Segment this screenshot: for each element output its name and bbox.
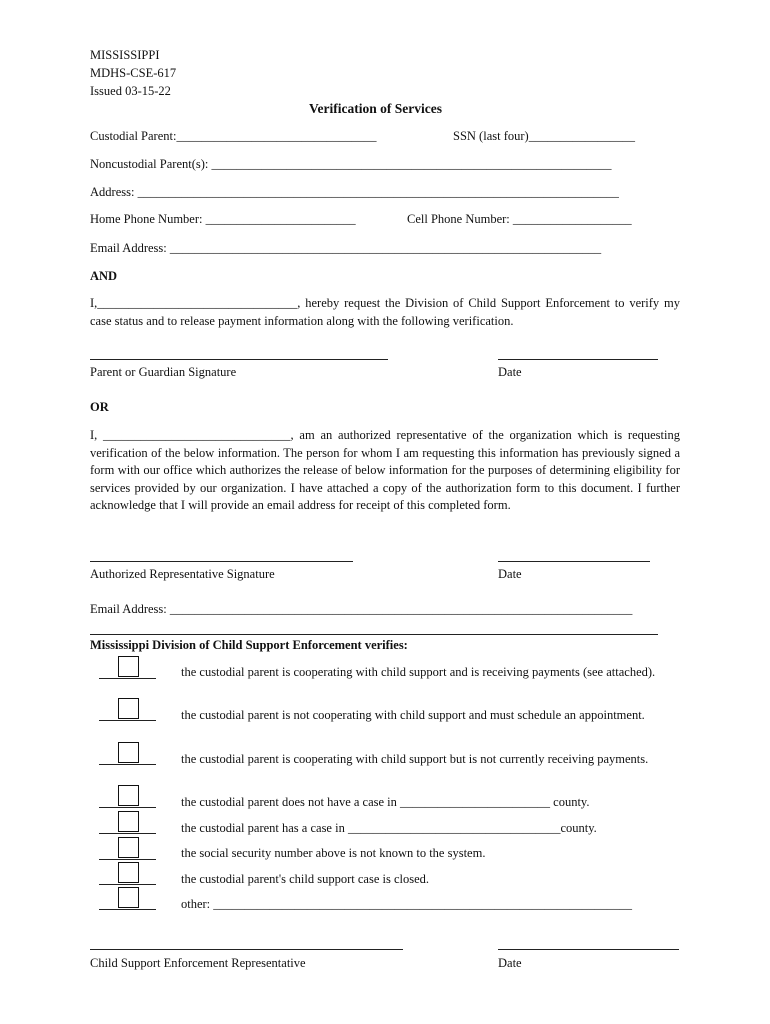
representative-signature-label: Authorized Representative Signature <box>90 567 275 581</box>
representative-date-label: Date <box>498 567 522 581</box>
verify-checkbox[interactable] <box>118 656 139 677</box>
noncustodial-parent-field[interactable]: Noncustodial Parent(s): ________________________________________________________________ <box>90 157 612 171</box>
verify-item: the custodial parent is cooperating with child support and is receiving payments (see attached). <box>181 665 656 679</box>
verify-checkbox[interactable] <box>118 698 139 719</box>
representative-email-field[interactable]: Email Address: __________________________________________________________________________ <box>90 602 633 616</box>
representative-signature-line[interactable] <box>90 561 353 562</box>
verify-checkbox-line <box>99 909 156 910</box>
cse-representative-signature-line[interactable] <box>90 949 403 950</box>
form-number: MDHS-CSE-617 <box>90 66 177 80</box>
and-heading: AND <box>90 269 118 283</box>
home-phone-field[interactable]: Home Phone Number: ________________________ <box>90 212 356 226</box>
verify-item: the custodial parent's child support case is closed. <box>181 872 430 886</box>
parent-request-paragraph: I,________________________________, hereby request the Division of Child Support Enforcement to verify my case status and to release payment information along with the following verification. <box>90 296 680 328</box>
verify-checkbox[interactable] <box>118 811 139 832</box>
divider-line <box>90 634 658 635</box>
cse-date-label: Date <box>498 956 522 970</box>
ssn-field[interactable]: SSN (last four)_________________ <box>453 129 635 143</box>
verify-checkbox-line <box>99 764 156 765</box>
verify-checkbox[interactable] <box>118 742 139 763</box>
cse-representative-label: Child Support Enforcement Representative <box>90 956 306 970</box>
verify-checkbox-line <box>99 807 156 808</box>
cse-date-line[interactable] <box>498 949 679 950</box>
address-field[interactable]: Address: _____________________________________________________________________________ <box>90 185 619 199</box>
parent-signature-label: Parent or Guardian Signature <box>90 365 237 379</box>
verify-item-other[interactable]: other: ___________________________________________________________________ <box>181 897 633 911</box>
state-name: MISSISSIPPI <box>90 48 160 62</box>
verify-item: the custodial parent has a case in __________________________________county. <box>181 821 597 835</box>
custodial-parent-field[interactable]: Custodial Parent:________________________________ <box>90 129 377 143</box>
verify-checkbox-line <box>99 720 156 721</box>
verify-checkbox-line <box>99 859 156 860</box>
form-title: Verification of Services <box>309 101 442 116</box>
verifies-heading: Mississippi Division of Child Support Enforcement verifies: <box>90 638 408 652</box>
verify-item: the social security number above is not known to the system. <box>181 846 486 860</box>
issued-date: Issued 03-15-22 <box>90 84 171 98</box>
verify-item: the custodial parent does not have a case in ________________________ county. <box>181 795 590 809</box>
verify-checkbox-line <box>99 833 156 834</box>
verify-checkbox-line <box>99 884 156 885</box>
parent-date-label: Date <box>498 365 522 379</box>
verify-checkbox[interactable] <box>118 887 139 908</box>
verify-checkbox[interactable] <box>118 785 139 806</box>
verify-checkbox-line <box>99 678 156 679</box>
parent-date-line[interactable] <box>498 359 658 360</box>
representative-paragraph: I, ______________________________, am an authorized representative of the organization which is requesting verification of the below information. The person for whom I am requesting this information has previously signed a form with our office which authorizes the release of below information for the purposes of determining eligibility for services provided by our organization. I have attached a copy of the authorization form to this document. I further acknowledge that I will provide an email address for receipt of this completed form. <box>90 428 680 512</box>
parent-signature-line[interactable] <box>90 359 388 360</box>
verify-item: the custodial parent is not cooperating with child support and must schedule an appointment. <box>181 708 645 722</box>
verify-checkbox[interactable] <box>118 837 139 858</box>
or-heading: OR <box>90 400 109 414</box>
cell-phone-field[interactable]: Cell Phone Number: ___________________ <box>407 212 632 226</box>
verify-item: the custodial parent is cooperating with child support but is not currently receiving payments. <box>181 752 649 766</box>
representative-date-line[interactable] <box>498 561 650 562</box>
email-field[interactable]: Email Address: _____________________________________________________________________ <box>90 241 602 255</box>
verify-checkbox[interactable] <box>118 862 139 883</box>
